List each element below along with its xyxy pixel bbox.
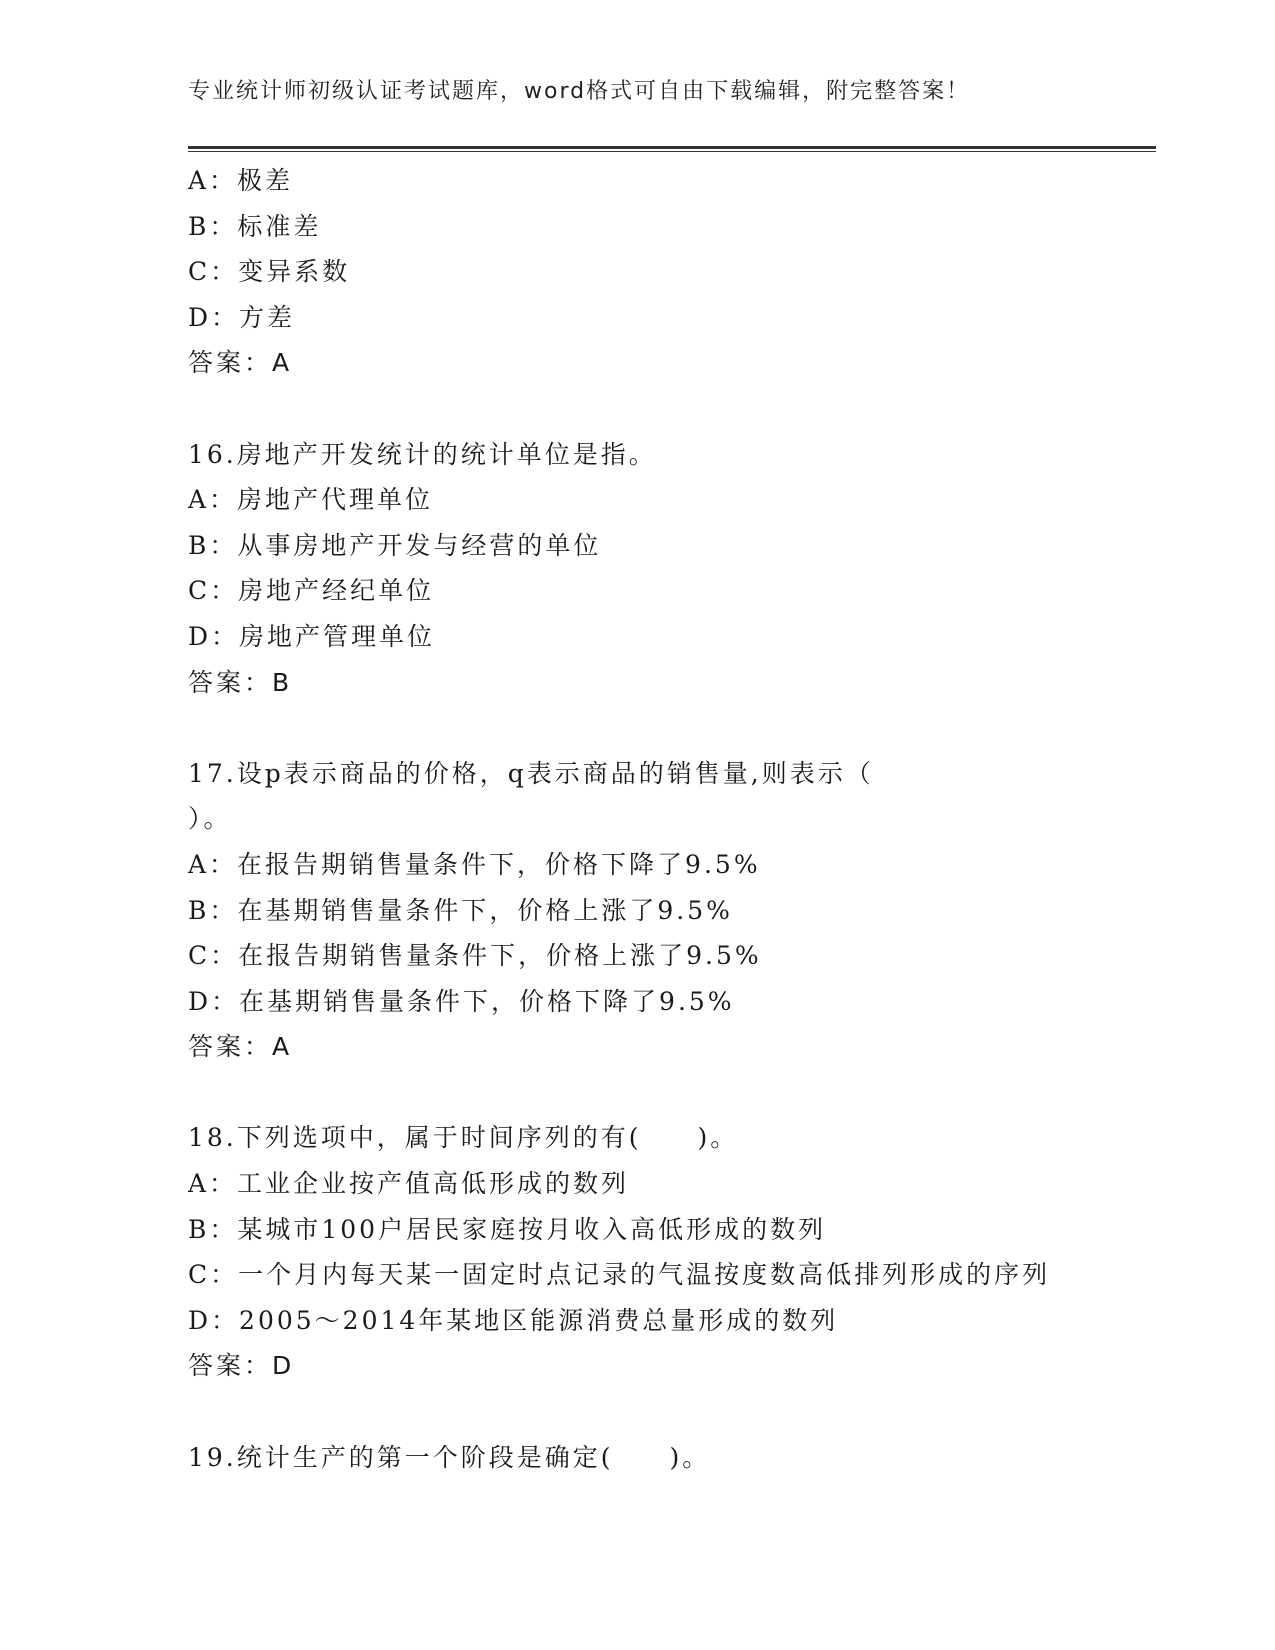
option-a: A：在报告期销售量条件下，价格下降了9.5% <box>188 849 761 879</box>
option-a: A：工业企业按产值高低形成的数列 <box>188 1169 630 1199</box>
spacer <box>188 1070 1188 1116</box>
question-stem: 18.下列选项中，属于时间序列的有( )。 <box>188 1123 739 1153</box>
answer: 答案：A <box>188 1032 293 1062</box>
option-c: C：房地产经纪单位 <box>188 576 435 606</box>
question-stem-continued: ）。 <box>188 804 232 834</box>
question-stem: 17.设p表示商品的价格，q表示商品的销售量,则表示（ <box>188 758 874 788</box>
question-18 <box>188 1115 1188 1389</box>
option-c: C：在报告期销售量条件下，价格上涨了9.5% <box>188 941 762 971</box>
spacer <box>188 386 1188 432</box>
question-stem: 19.统计生产的第一个阶段是确定( )。 <box>188 1442 711 1472</box>
question-stem: 16.房地产开发统计的统计单位是指。 <box>188 439 657 469</box>
question-19 <box>188 1435 1188 1481</box>
answer: 答案：D <box>188 1351 295 1381</box>
question-15 <box>188 158 1188 386</box>
option-d: D：房地产管理单位 <box>188 621 436 651</box>
option-b: B：在基期销售量条件下，价格上涨了9.5% <box>188 895 733 925</box>
option-c: C：变异系数 <box>188 257 351 287</box>
question-list <box>188 158 1188 1480</box>
answer: 答案：B <box>188 667 293 697</box>
answer: 答案：A <box>188 348 293 378</box>
question-17 <box>188 751 1188 1070</box>
page-header: 专业统计师初级认证考试题库，word格式可自由下载编辑，附完整答案！ <box>188 79 971 104</box>
option-b: B：标准差 <box>188 211 322 241</box>
header-rule-thick <box>188 146 1156 149</box>
option-a: A：房地产代理单位 <box>188 485 434 515</box>
option-d: D：2005～2014年某地区能源消费总量形成的数列 <box>188 1305 839 1335</box>
option-a: A：极差 <box>188 166 294 195</box>
option-b: B：某城市100户居民家庭按月收入高低形成的数列 <box>188 1214 827 1244</box>
option-b: B：从事房地产开发与经营的单位 <box>188 530 602 560</box>
header-rule-thin <box>188 151 1156 152</box>
option-c: C：一个月内每天某一固定时点记录的气温按度数高低排列形成的序列 <box>188 1260 1051 1290</box>
spacer <box>188 1389 1188 1435</box>
option-d: D：方差 <box>188 302 296 332</box>
option-d: D：在基期销售量条件下，价格下降了9.5% <box>188 986 735 1016</box>
spacer <box>188 705 1188 751</box>
question-16 <box>188 432 1188 706</box>
